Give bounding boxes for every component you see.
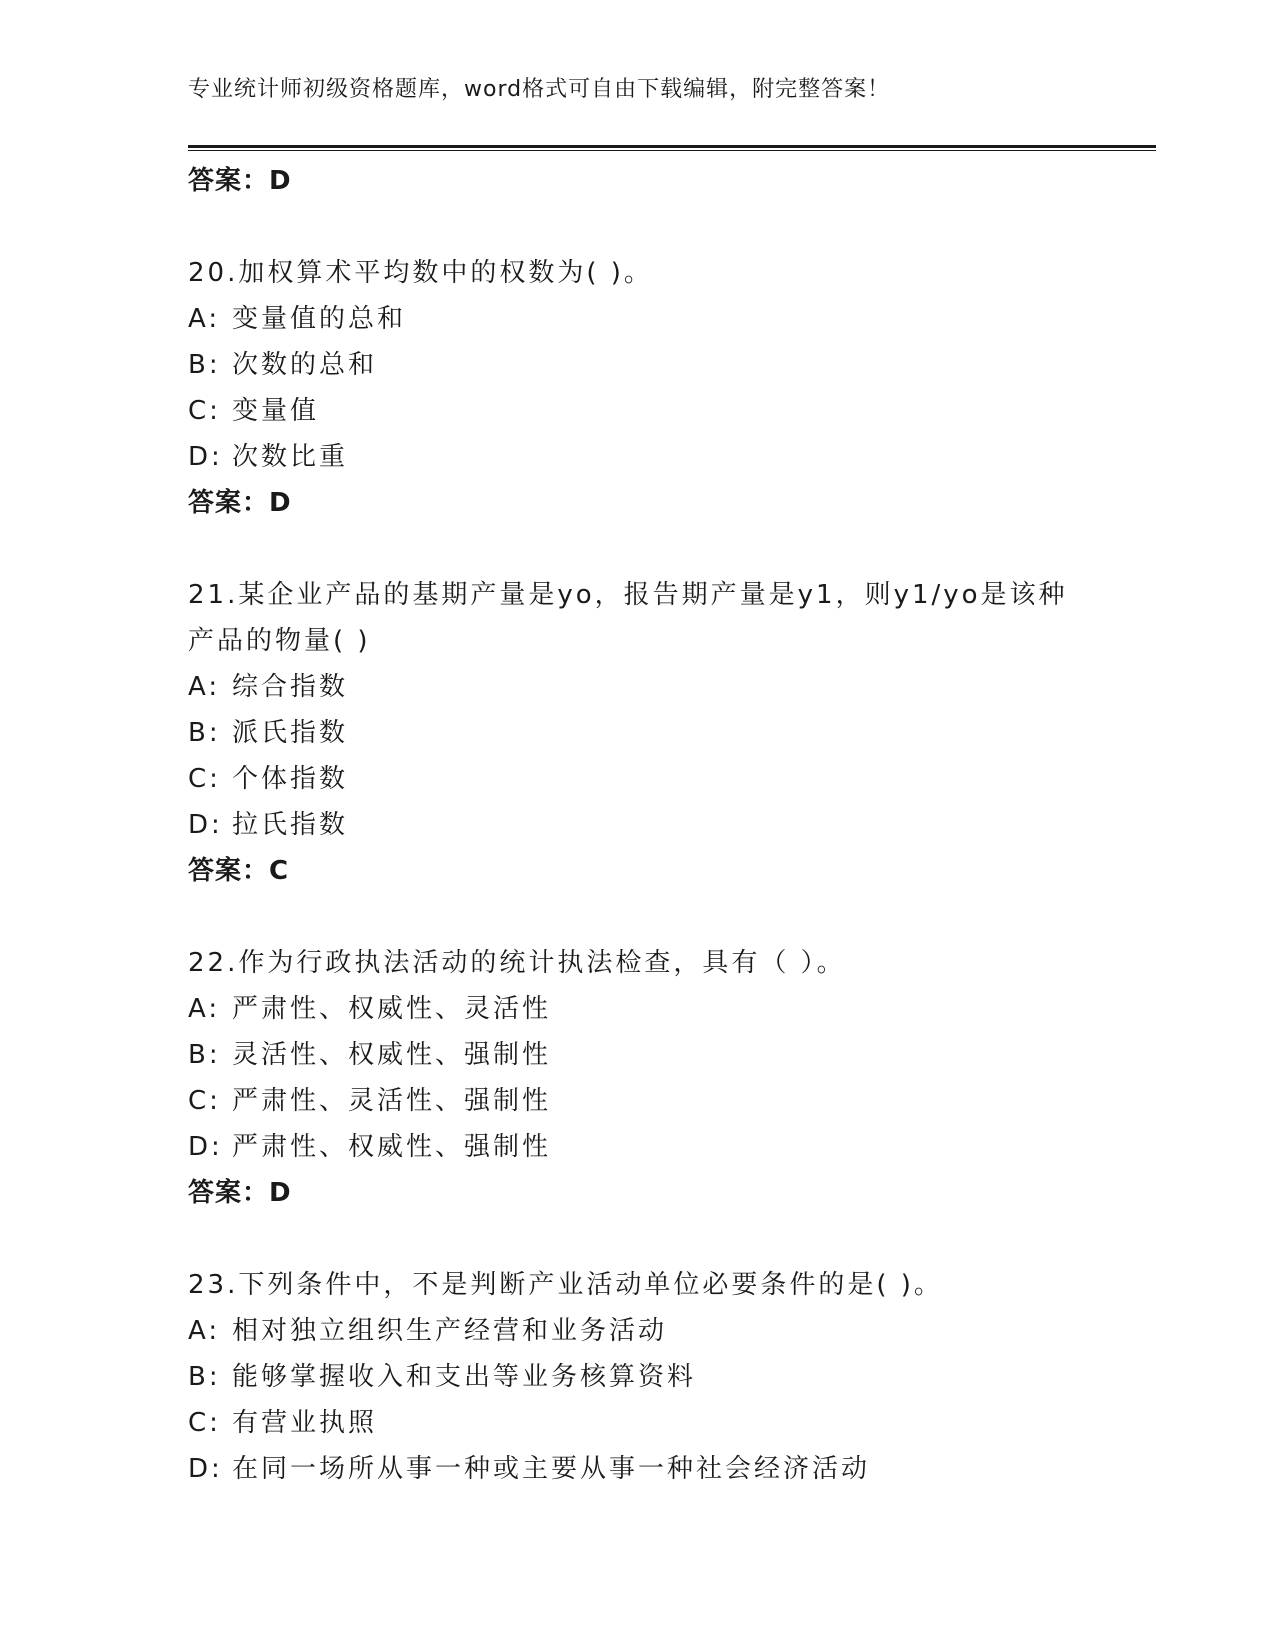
option-text: 严肃性、权威性、强制性 <box>232 1132 552 1162</box>
option-d <box>188 1446 1088 1492</box>
option-b <box>188 710 1088 756</box>
option-letter: B: <box>188 1362 221 1392</box>
option-text: 灵活性、权威性、强制性 <box>232 1040 552 1070</box>
option-letter: A: <box>188 304 221 334</box>
option-d <box>188 1124 1088 1170</box>
option-text: 有营业执照 <box>232 1408 378 1438</box>
option-letter: D: <box>188 810 223 840</box>
question-20 <box>188 250 1088 526</box>
option-a <box>188 1308 1088 1354</box>
option-d <box>188 434 1088 480</box>
option-c <box>188 1078 1088 1124</box>
option-text: 拉氏指数 <box>232 810 349 840</box>
option-letter: D: <box>188 1454 223 1484</box>
option-b <box>188 342 1088 388</box>
option-letter: C: <box>188 1086 221 1116</box>
question-stem: 23.下列条件中，不是判断产业活动单位必要条件的是( )。 <box>188 1270 943 1300</box>
option-letter: A: <box>188 1316 221 1346</box>
option-d <box>188 802 1088 848</box>
option-text: 次数的总和 <box>232 350 378 380</box>
option-text: 在同一场所从事一种或主要从事一种社会经济活动 <box>232 1454 871 1484</box>
option-letter: A: <box>188 994 221 1024</box>
option-c <box>188 388 1088 434</box>
option-letter: C: <box>188 764 221 794</box>
option-text: 严肃性、权威性、灵活性 <box>232 994 552 1024</box>
option-letter: B: <box>188 1040 221 1070</box>
question-21 <box>188 572 1088 894</box>
option-c <box>188 756 1088 802</box>
option-letter: D: <box>188 442 223 472</box>
option-letter: D: <box>188 1132 223 1162</box>
option-text: 能够掌握收入和支出等业务核算资料 <box>232 1362 697 1392</box>
option-text: 派氏指数 <box>232 718 349 748</box>
question-stem-line-2: 产品的物量( ) <box>188 626 371 656</box>
document-header: 专业统计师初级资格题库，word格式可自由下载编辑，附完整答案！ <box>188 77 891 102</box>
option-letter: B: <box>188 350 221 380</box>
question-stem: 20.加权算术平均数中的权数为( )。 <box>188 258 653 288</box>
option-text: 次数比重 <box>232 442 349 472</box>
option-text: 变量值 <box>232 396 320 426</box>
question-22 <box>188 940 1088 1216</box>
option-a <box>188 664 1088 710</box>
answer-line: 答案：D <box>188 1178 292 1208</box>
answer-line: 答案：D <box>188 166 292 196</box>
document-body <box>188 158 1088 1492</box>
question-23 <box>188 1262 1088 1492</box>
option-text: 个体指数 <box>232 764 349 794</box>
header-rule-thin <box>188 150 1156 151</box>
answer-line: 答案：D <box>188 488 292 518</box>
question-stem: 22.作为行政执法活动的统计执法检查，具有（ ）。 <box>188 948 846 978</box>
option-a <box>188 986 1088 1032</box>
option-c <box>188 1400 1088 1446</box>
option-letter: C: <box>188 1408 221 1438</box>
option-letter: C: <box>188 396 221 426</box>
option-b <box>188 1032 1088 1078</box>
answer-line: 答案：C <box>188 856 290 886</box>
header-rule-thick <box>188 145 1156 148</box>
option-text: 综合指数 <box>232 672 349 702</box>
option-text: 变量值的总和 <box>232 304 407 334</box>
option-a <box>188 296 1088 342</box>
option-text: 相对独立组织生产经营和业务活动 <box>232 1316 668 1346</box>
option-text: 严肃性、灵活性、强制性 <box>232 1086 552 1116</box>
option-b <box>188 1354 1088 1400</box>
option-letter: A: <box>188 672 221 702</box>
question-stem-line-1: 21.某企业产品的基期产量是yo，报告期产量是y1，则y1/yo是该种 <box>188 580 1068 610</box>
option-letter: B: <box>188 718 221 748</box>
